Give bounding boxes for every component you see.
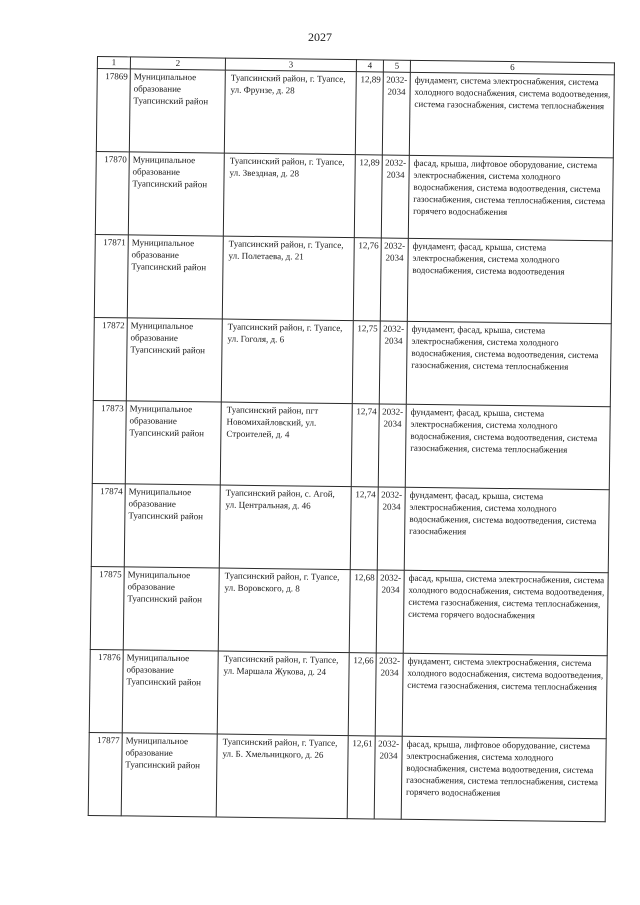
period-cell: 2032-2034 bbox=[381, 155, 409, 238]
municipality-cell: Муниципальное образование Туапсинский район bbox=[128, 152, 224, 236]
address-cell: Туапсинский район, г. Туапсе, ул. Маршала Жукова, д. 24 bbox=[217, 651, 349, 736]
address-cell: Туапсинский район, г. Туапсе, ул. Звездная, д. 28 bbox=[223, 153, 355, 238]
row-number-cell: 17869 bbox=[96, 69, 130, 152]
works-cell: фасад, крыша, лифтовое оборудование, система электроснабжения, система холодного водоснабжения, система водоотведения, система газоснабжения, система теплоснабжения, система горячего водоснабжения bbox=[408, 155, 613, 240]
period-cell: 2032-2034 bbox=[382, 72, 410, 155]
column-header: 6 bbox=[410, 60, 614, 74]
period-cell: 2032-2034 bbox=[380, 238, 408, 321]
area-cell: 12,89 bbox=[354, 155, 382, 238]
table-row bbox=[95, 151, 613, 240]
column-header: 2 bbox=[130, 57, 225, 70]
table-row bbox=[92, 400, 610, 489]
row-number-cell: 17876 bbox=[89, 649, 123, 732]
table-row bbox=[89, 649, 607, 738]
municipality-cell: Муниципальное образование Туапсинский район bbox=[127, 235, 223, 319]
row-number-cell: 17873 bbox=[92, 400, 126, 483]
area-cell: 12,75 bbox=[352, 321, 380, 404]
row-number-cell: 17875 bbox=[90, 566, 124, 649]
area-cell: 12,89 bbox=[355, 72, 383, 155]
row-number-cell: 17874 bbox=[91, 483, 125, 566]
row-number-cell: 17872 bbox=[93, 317, 127, 400]
document-sheet bbox=[87, 56, 614, 856]
works-cell: фундамент, фасад, крыша, система электроснабжения, система холодного водоснабжения, система водоотведения, система газоснабжения, система теплоснабжения bbox=[406, 321, 611, 406]
table-row bbox=[94, 234, 612, 323]
table-row bbox=[88, 732, 606, 821]
municipality-cell: Муниципальное образование Туапсинский район bbox=[123, 567, 219, 651]
municipality-cell: Муниципальное образование Туапсинский район bbox=[124, 484, 220, 568]
works-cell: фасад, крыша, лифтовое оборудование, система электроснабжения, система холодного водоснабжения, система водоотведения, система газоснабжения, система теплоснабжения, система горячего водоснабжения bbox=[401, 736, 606, 821]
table-row bbox=[90, 566, 608, 655]
area-cell: 12,76 bbox=[353, 238, 381, 321]
municipality-cell: Муниципальное образование Туапсинский район bbox=[122, 650, 218, 734]
municipality-cell: Муниципальное образование Туапсинский район bbox=[126, 318, 222, 402]
column-header: 4 bbox=[356, 60, 383, 72]
works-cell: фундамент, фасад, крыша, система электроснабжения, система холодного водоснабжения, система водоотведения bbox=[407, 238, 612, 323]
address-cell: Туапсинский район, пгт Новомихайловский, ул. Строителей, д. 4 bbox=[220, 402, 352, 487]
table-row bbox=[91, 483, 609, 572]
row-number-cell: 17871 bbox=[94, 234, 128, 317]
address-cell: Туапсинский район, г. Туапсе, ул. Гоголя, д. 6 bbox=[221, 319, 353, 404]
period-cell: 2032-2034 bbox=[379, 321, 407, 404]
works-cell: фундамент, система электроснабжения, система холодного водоснабжения, система водоотведения, система газоснабжения, система теплоснабжения bbox=[402, 653, 607, 738]
works-cell: фундамент, система электроснабжения, система холодного водоснабжения, система водоотведения, система газоснабжения, система теплоснабжения bbox=[409, 72, 614, 157]
municipality-cell: Муниципальное образование Туапсинский район bbox=[129, 69, 225, 153]
area-cell: 12,68 bbox=[349, 570, 377, 653]
period-cell: 2032-2034 bbox=[377, 487, 405, 570]
area-cell: 12,74 bbox=[350, 487, 378, 570]
works-cell: фасад, крыша, система электроснабжения, система холодного водоснабжения, система водоотведения, система газоснабжения, система теплоснабжения, система горячего водоснабжения bbox=[403, 570, 608, 655]
page-number: 2027 bbox=[308, 30, 332, 44]
area-cell: 12,66 bbox=[348, 653, 376, 736]
address-cell: Туапсинский район, г. Туапсе, ул. Воровского, д. 8 bbox=[218, 568, 350, 653]
municipality-cell: Муниципальное образование Туапсинский район bbox=[125, 401, 221, 485]
period-cell: 2032-2034 bbox=[374, 736, 402, 819]
column-header: 5 bbox=[383, 60, 410, 72]
row-number-cell: 17877 bbox=[88, 732, 122, 815]
column-header: 3 bbox=[225, 58, 356, 72]
works-cell: фундамент, фасад, крыша, система электроснабжения, система холодного водоснабжения, система водоотведения, система газоснабжения, система теплоснабжения bbox=[405, 404, 610, 489]
period-cell: 2032-2034 bbox=[375, 653, 403, 736]
area-cell: 12,74 bbox=[351, 404, 379, 487]
table-row bbox=[96, 69, 614, 158]
area-cell: 12,61 bbox=[347, 736, 375, 819]
period-cell: 2032-2034 bbox=[376, 570, 404, 653]
table-row bbox=[93, 317, 611, 406]
address-cell: Туапсинский район, с. Агой, ул. Центральная, д. 46 bbox=[219, 485, 351, 570]
address-cell: Туапсинский район, г. Туапсе, ул. Фрунзе, д. 28 bbox=[224, 70, 356, 155]
row-number-cell: 17870 bbox=[95, 151, 129, 234]
works-cell: фундамент, фасад, крыша, система электроснабжения, система холодного водоснабжения, система водоотведения, система газоснабжения bbox=[404, 487, 609, 572]
municipality-cell: Муниципальное образование Туапсинский район bbox=[121, 733, 217, 817]
period-cell: 2032-2034 bbox=[378, 404, 406, 487]
address-cell: Туапсинский район, г. Туапсе, ул. Полетаева, д. 21 bbox=[222, 236, 354, 321]
address-cell: Туапсинский район, г. Туапсе, ул. Б. Хмельницкого, д. 26 bbox=[216, 734, 348, 819]
column-header: 1 bbox=[97, 57, 130, 69]
repair-program-table bbox=[88, 56, 615, 822]
